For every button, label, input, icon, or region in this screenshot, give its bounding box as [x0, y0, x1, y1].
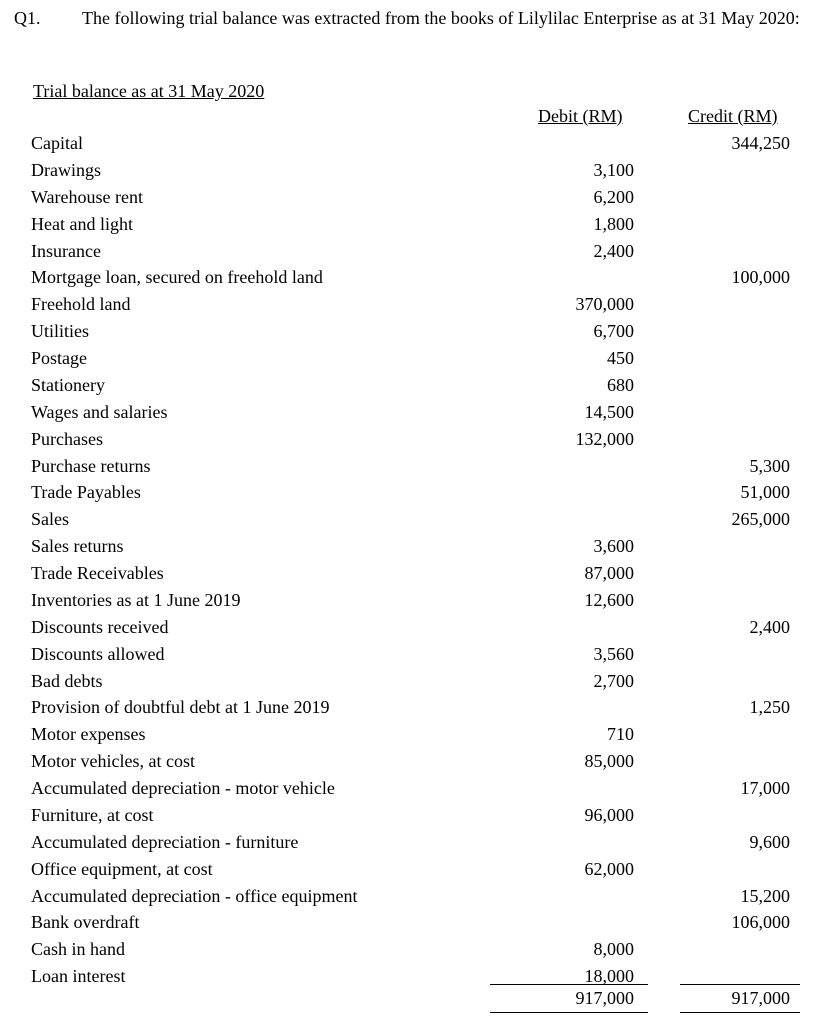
account-name: Motor expenses — [31, 724, 146, 745]
account-name: Inventories as at 1 June 2019 — [31, 589, 241, 610]
table-row — [0, 561, 836, 588]
debit-amount: 2,700 — [593, 670, 634, 691]
table-row — [0, 346, 836, 373]
debit-amount: 18,000 — [584, 966, 634, 987]
account-name: Utilities — [31, 321, 89, 342]
question-text: The following trial balance was extracted from the books of Lilylilac Enterprise as at 31 May 2020: — [82, 8, 800, 28]
credit-amount: 9,600 — [749, 831, 790, 852]
account-name: Sales returns — [31, 536, 124, 557]
account-name: Bank overdraft — [31, 912, 140, 933]
table-row — [0, 319, 836, 346]
table-row — [0, 964, 836, 991]
account-name: Office equipment, at cost — [31, 858, 213, 879]
table-row — [0, 722, 836, 749]
table-row — [0, 131, 836, 158]
credit-column-header: Credit (RM) — [688, 106, 778, 126]
debit-amount: 2,400 — [593, 240, 634, 261]
debit-total-rule — [490, 984, 648, 985]
credit-total-rule — [680, 984, 800, 985]
credit-bottom-rule — [680, 1012, 800, 1013]
account-name: Furniture, at cost — [31, 804, 154, 825]
question-number: Q1. — [14, 8, 41, 28]
credit-amount: 15,200 — [740, 885, 790, 906]
credit-amount: 344,250 — [731, 133, 790, 153]
account-name: Motor vehicles, at cost — [31, 751, 195, 772]
account-name: Accumulated depreciation - office equipment — [31, 885, 358, 906]
account-name: Capital — [31, 133, 83, 153]
debit-amount: 6,200 — [593, 186, 634, 207]
debit-column-header: Debit (RM) — [538, 106, 623, 126]
table-row — [0, 588, 836, 615]
account-name: Trade Receivables — [31, 563, 164, 583]
account-name: Mortgage loan, secured on freehold land — [31, 267, 323, 288]
table-row — [0, 265, 836, 292]
debit-amount: 710 — [607, 724, 634, 745]
credit-amount: 5,300 — [749, 455, 790, 476]
credit-amount: 100,000 — [731, 267, 790, 288]
table-row — [0, 884, 836, 911]
account-name: Purchases — [31, 428, 103, 449]
account-name: Loan interest — [31, 966, 126, 987]
account-name: Bad debts — [31, 670, 103, 691]
account-name: Accumulated depreciation - furniture — [31, 831, 299, 852]
account-name: Postage — [31, 348, 87, 368]
debit-amount: 62,000 — [584, 858, 634, 879]
table-row — [0, 910, 836, 937]
table-row — [0, 695, 836, 722]
account-name: Warehouse rent — [31, 186, 143, 207]
table-row — [0, 642, 836, 669]
credit-amount: 106,000 — [731, 912, 790, 933]
table-row — [0, 830, 836, 857]
account-name: Heat and light — [31, 213, 133, 234]
table-row — [0, 400, 836, 427]
trial-balance-rows — [0, 131, 836, 991]
account-name: Provision of doubtful debt at 1 June 2019 — [31, 697, 330, 718]
credit-amount: 17,000 — [740, 778, 790, 798]
account-name: Drawings — [31, 159, 101, 180]
credit-amount: 51,000 — [740, 482, 790, 503]
debit-bottom-rule — [490, 1012, 648, 1013]
account-name: Insurance — [31, 240, 101, 261]
account-name: Freehold land — [31, 294, 131, 315]
account-name: Cash in hand — [31, 939, 125, 960]
table-row — [0, 373, 836, 400]
table-row — [0, 158, 836, 185]
trial-balance-title: Trial balance as at 31 May 2020 — [33, 81, 265, 101]
debit-amount: 87,000 — [584, 563, 634, 583]
table-row — [0, 534, 836, 561]
debit-amount: 450 — [607, 348, 634, 368]
table-row — [0, 615, 836, 642]
account-name: Discounts allowed — [31, 643, 165, 664]
credit-amount: 2,400 — [749, 616, 790, 637]
credit-amount: 1,250 — [749, 697, 790, 718]
account-name: Accumulated depreciation - motor vehicle — [31, 778, 335, 798]
table-row — [0, 185, 836, 212]
account-name: Sales — [31, 509, 69, 530]
debit-amount: 8,000 — [593, 939, 634, 960]
table-row — [0, 427, 836, 454]
account-name: Stationery — [31, 374, 105, 395]
debit-amount: 85,000 — [584, 751, 634, 772]
account-name: Discounts received — [31, 616, 169, 637]
table-row — [0, 212, 836, 239]
table-row — [0, 857, 836, 884]
debit-amount: 96,000 — [584, 804, 634, 825]
table-row — [0, 292, 836, 319]
account-name: Trade Payables — [31, 482, 141, 503]
table-row — [0, 480, 836, 507]
table-row — [0, 669, 836, 696]
table-row — [0, 239, 836, 266]
debit-amount: 3,560 — [593, 643, 634, 664]
debit-amount: 1,800 — [593, 213, 634, 234]
credit-amount: 265,000 — [731, 509, 790, 530]
table-row — [0, 507, 836, 534]
debit-amount: 14,500 — [584, 401, 634, 422]
table-row — [0, 937, 836, 964]
table-row — [0, 454, 836, 481]
table-row — [0, 803, 836, 830]
debit-amount: 370,000 — [575, 294, 634, 315]
table-row — [0, 749, 836, 776]
debit-amount: 6,700 — [593, 321, 634, 342]
table-row — [0, 776, 836, 803]
account-name: Purchase returns — [31, 455, 151, 476]
debit-amount: 3,100 — [593, 159, 634, 180]
debit-total: 917,000 — [575, 988, 634, 1008]
debit-amount: 132,000 — [575, 428, 634, 449]
credit-total: 917,000 — [731, 988, 790, 1008]
debit-amount: 12,600 — [584, 589, 634, 610]
account-name: Wages and salaries — [31, 401, 168, 422]
debit-amount: 680 — [607, 374, 634, 395]
debit-amount: 3,600 — [593, 536, 634, 557]
